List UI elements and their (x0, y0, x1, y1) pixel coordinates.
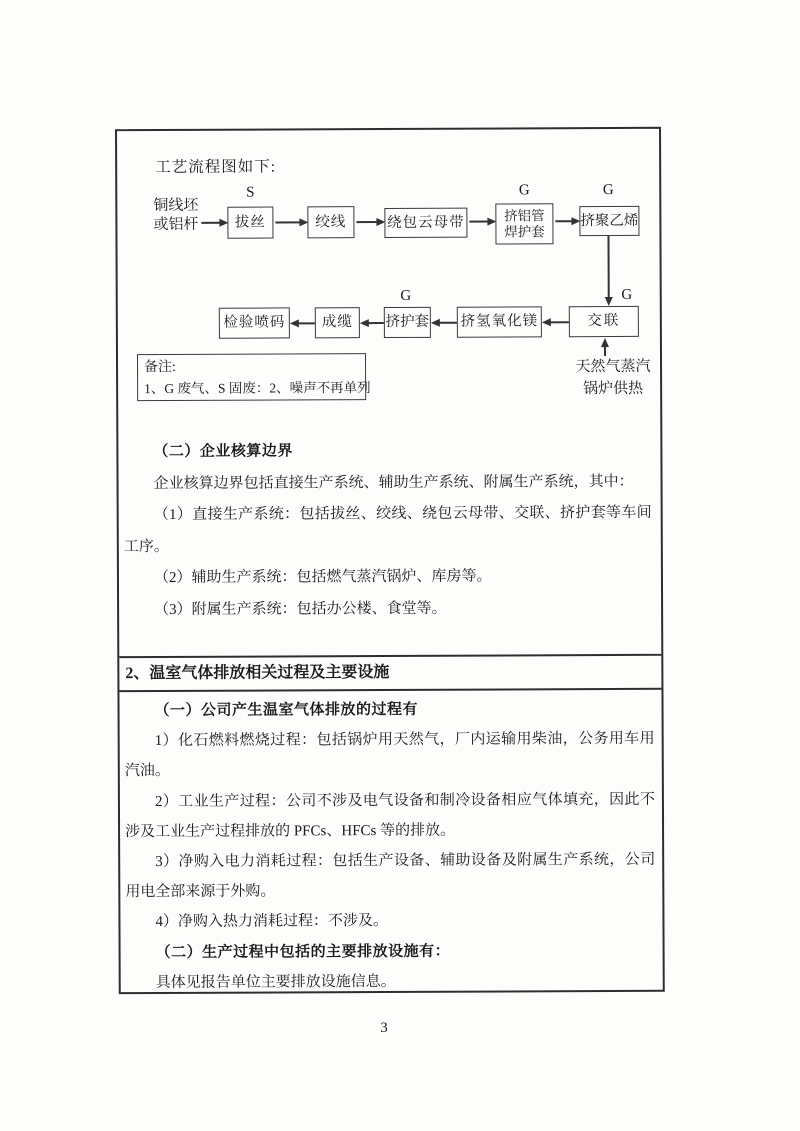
ghg-sub2-heading: （二）生产过程中包括的主要排放设施有： (155, 943, 451, 961)
flow-step-label: 检验喷码 (223, 314, 286, 331)
arrow-right-icon (117, 129, 659, 131)
boundary-item-direct: （1）直接生产系统：包括拔丝、绞线、绕包云母带、交联、挤护套等车间工序。 (123, 504, 652, 555)
note-body: 1、G 废气、S 固废：2、噪声不再单列 (144, 380, 371, 397)
flow-step-mica-wrap (384, 208, 467, 238)
flowchart-title: 工艺流程图如下: (155, 158, 277, 177)
flow-step-label: 绞线 (315, 213, 347, 230)
boundary-section (123, 435, 652, 626)
tag-gas-1: G (518, 182, 530, 199)
ghg-sub1-heading: （一）公司产生温室气体排放的过程有 (154, 701, 419, 720)
flow-step-aluminum-sheath (495, 203, 553, 244)
report-table (115, 127, 665, 994)
flow-step-label: 挤聚乙烯 (580, 212, 639, 229)
process-flow-cell (117, 129, 661, 658)
tag-gas-2: G (602, 182, 614, 199)
tag-solid-waste: S (246, 184, 255, 201)
page-number: 3 (380, 1020, 388, 1036)
arrow-right-icon (117, 129, 659, 131)
flowchart-note-box (137, 353, 371, 401)
flow-step-crosslinking (569, 306, 639, 337)
flow-step-label: 拔丝 (234, 214, 266, 231)
flow-step-label: 挤氢氧化镁 (460, 313, 539, 330)
ghg-row-header: 2、温室气体排放相关过程及主要设施 (119, 656, 661, 692)
ghg-paragraph-heat: 4）净购入热力消耗过程：不涉及。 (155, 913, 389, 931)
flow-step-drawing (227, 207, 273, 239)
note-title: 备注: (144, 359, 176, 376)
ghg-paragraph-industrial: 2）工业生产过程：公司不涉及电气设备和制冷设备相应气体填充，因此不涉及工业生产过程排放的 PFCs、HFCs 等的排放。 (125, 791, 655, 840)
flow-step-inspection (219, 307, 290, 338)
arrow-right-icon (117, 129, 659, 131)
boundary-item-auxiliary: （2）辅助生产系统：包括燃气蒸汽锅炉、库房等。 (153, 568, 492, 587)
boundary-item-attached: （3）附属生产系统：包括办公楼、食堂等。 (154, 600, 447, 618)
boiler-heat-line2: 锅炉供热 (583, 380, 644, 398)
ghg-paragraph-electricity: 3）净购入电力消耗过程：包括生产设备、辅助设备及附属生产系统，公司用电全部来源于外购。 (125, 851, 656, 901)
ghg-paragraph-fossil: 1）化石燃料燃烧过程：包括锅炉用天然气，厂内运输用柴油，公务用车用汽油。 (124, 731, 655, 780)
boundary-intro: 企业核算边界包括直接生产系统、辅助生产系统、附属生产系统，其中： (153, 473, 634, 492)
tag-gas-crosslink: G (621, 286, 633, 303)
arrow-right-icon (117, 129, 659, 131)
flow-source-line1: 铜线坯 (153, 197, 199, 215)
flow-step-sheath-extrusion (384, 307, 431, 338)
arrow-left-icon (117, 129, 659, 131)
arrow-left-icon (117, 129, 659, 131)
flow-step-stranding (307, 206, 354, 238)
flow-step-label: 焊护套 (504, 223, 545, 239)
flow-step-label: 挤护套 (385, 313, 430, 331)
arrow-left-icon (117, 129, 659, 131)
flow-step-label: 交联 (587, 312, 621, 330)
ghg-process-cell (119, 690, 662, 992)
flow-source-line2: 或铝杆 (153, 216, 199, 234)
arrow-left-icon (117, 129, 659, 131)
flow-source-label (153, 197, 203, 235)
ghg-closing: 具体见报告单位主要排放设施信息。 (155, 973, 396, 991)
arrow-up-icon (117, 129, 659, 131)
flow-step-magnesium-hydroxide (457, 306, 542, 337)
boiler-heat-line1: 天然气蒸汽 (575, 358, 651, 376)
flow-step-cabling (315, 307, 360, 338)
flow-step-polyethylene (579, 206, 639, 236)
arrow-down-icon (117, 129, 659, 131)
boiler-heat-label (568, 356, 658, 400)
arrow-right-icon (117, 129, 659, 131)
flow-step-label: 成缆 (321, 314, 353, 331)
flow-step-label: 绕包云母带 (387, 214, 465, 231)
flow-step-label: 挤铝管 (504, 207, 545, 223)
tag-gas-sheath: G (400, 287, 412, 304)
boundary-heading: （二）企业核算边界 (153, 443, 293, 461)
